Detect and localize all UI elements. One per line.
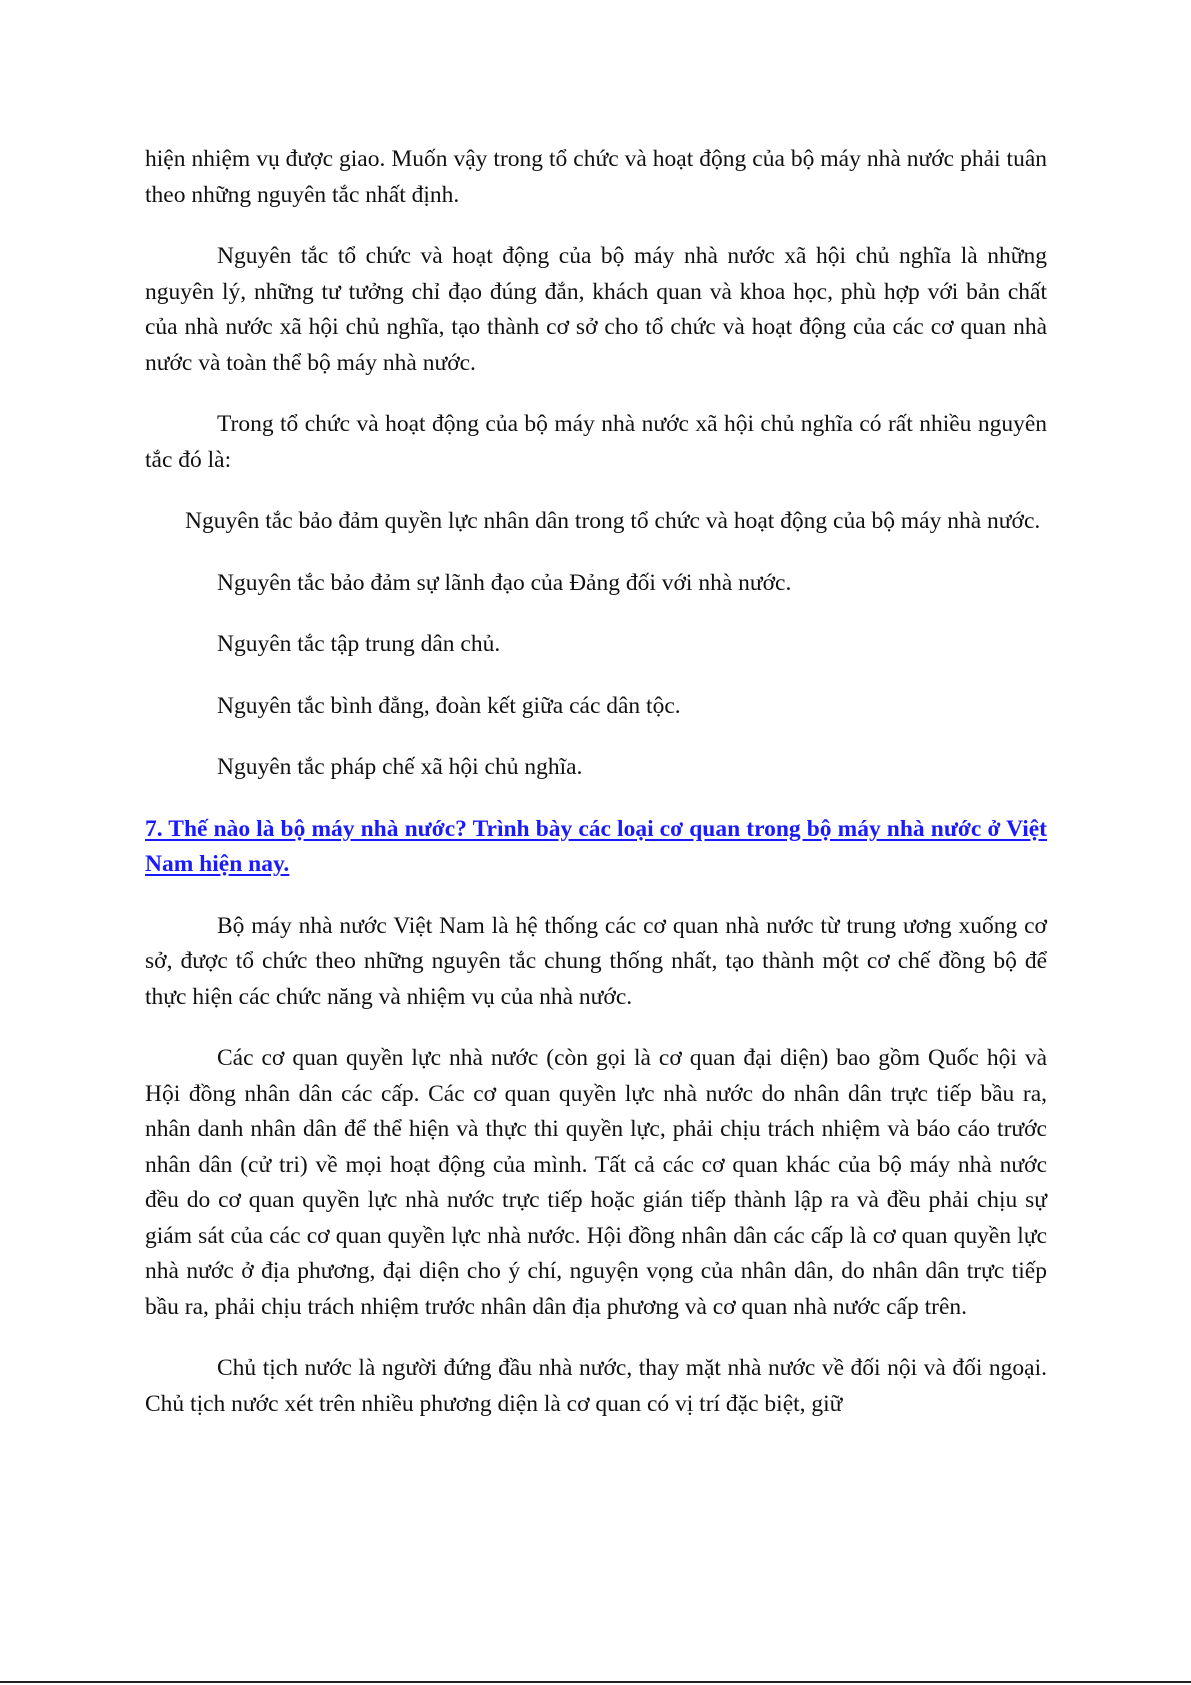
page-bottom-divider — [0, 1681, 1191, 1683]
section-heading-link[interactable]: 7. Thế nào là bộ máy nhà nước? Trình bày các loại cơ quan trong bộ máy nhà nước ở Việt Nam hiện nay. — [145, 815, 1047, 877]
list-item-people-power: Nguyên tắc bảo đảm quyền lực nhân dân trong tổ chức và hoạt động của bộ máy nhà nước. — [185, 508, 1041, 534]
paragraph-power-agencies: Các cơ quan quyền lực nhà nước (còn gọi là cơ quan đại diện) bao gồm Quốc hội và Hội đồng nhân dân các cấp. Các cơ quan quyền lực nhà nước do nhân dân trực tiếp bầu ra, nhân danh nhân dân để thể hiện và thực thi quyền lực, phải chịu trách nhiệm và báo cáo trước nhân dân (cử tri) về mọi hoạt động của mình. Tất cả các cơ quan khác của bộ máy nhà nước đều do cơ quan quyền lực nhà nước trực tiếp hoặc gián tiếp thành lập ra và đều phải chịu sự giám sát của các cơ quan quyền lực nhà nước. Hội đồng nhân dân các cấp là cơ quan quyền lực nhà nước ở địa phương, đại diện cho ý chí, nguyện vọng của nhân dân, do nhân dân trực tiếp bầu ra, phải chịu trách nhiệm trước nhân dân địa phương và cơ quan nhà nước cấp trên. — [145, 1045, 1047, 1320]
paragraph-state-apparatus: Bộ máy nhà nước Việt Nam là hệ thống các cơ quan nhà nước từ trung ương xuống cơ sở, được tổ chức theo những nguyên tắc chung thống nhất, tạo thành một cơ chế đồng bộ để thực hiện các chức năng và nhiệm vụ của nhà nước. — [145, 912, 1047, 1010]
paragraph-principles-intro: Trong tổ chức và hoạt động của bộ máy nhà nước xã hội chủ nghĩa có rất nhiều nguyên tắc đó là: — [145, 411, 1047, 473]
list-item-party-leadership: Nguyên tắc bảo đảm sự lãnh đạo của Đảng đối với nhà nước. — [217, 569, 792, 596]
document-page — [145, 142, 1047, 1422]
paragraph-president: Chủ tịch nước là người đứng đầu nhà nước, thay mặt nhà nước về đối nội và đối ngoại. Chủ tịch nước xét trên nhiều phương diện là cơ quan có vị trí đặc biệt, giữ — [145, 1355, 1047, 1417]
paragraph-continuation: hiện nhiệm vụ được giao. Muốn vậy trong tổ chức và hoạt động của bộ máy nhà nước phải tuân theo những nguyên tắc nhất định. — [145, 146, 1047, 208]
list-item-democratic-centralism: Nguyên tắc tập trung dân chủ. — [217, 631, 501, 657]
list-item-socialist-legality: Nguyên tắc pháp chế xã hội chủ nghĩa. — [217, 754, 583, 780]
list-item-ethnic-equality: Nguyên tắc bình đẳng, đoàn kết giữa các dân tộc. — [217, 692, 681, 719]
paragraph-principles-definition: Nguyên tắc tổ chức và hoạt động của bộ máy nhà nước xã hội chủ nghĩa là những nguyên lý, những tư tưởng chỉ đạo đúng đắn, khách quan và khoa học, phù hợp với bản chất của nhà nước xã hội chủ nghĩa, tạo thành cơ sở cho tổ chức và hoạt động của các cơ quan nhà nước và toàn thể bộ máy nhà nước. — [145, 243, 1047, 376]
